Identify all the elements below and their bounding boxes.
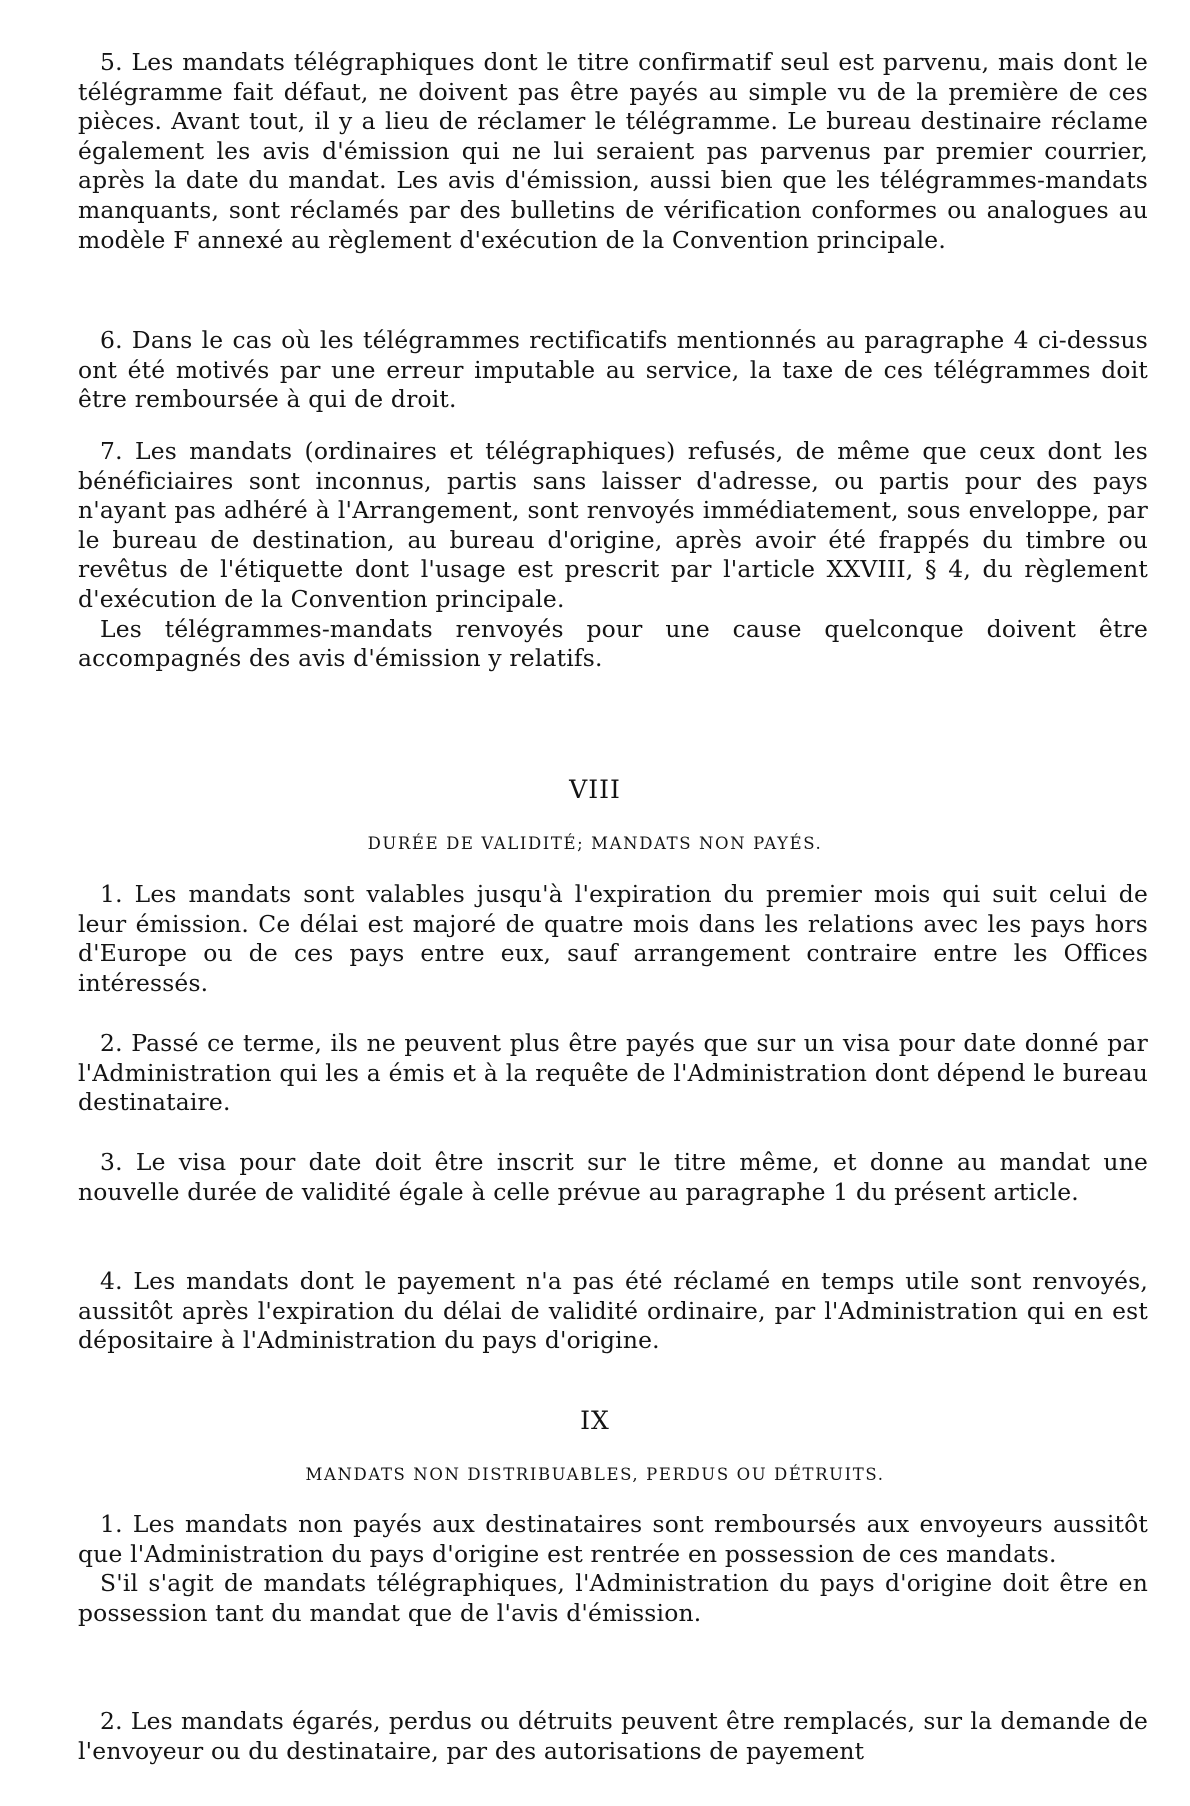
paragraph-6: 6. Dans le cas où les télégrammes rectificatifs mentionnés au paragraphe 4 ci-dessus ont été motivés par une erreur imputable au service, la taxe de ces télégrammes doit être remboursée à qui de droit. (78, 326, 1148, 414)
article-viii-p1 (78, 880, 1148, 998)
article-ix-p2 (78, 1707, 1148, 1766)
paragraph-ix-2: 2. Les mandats égarés, perdus ou détruits peuvent être remplacés, sur la demande de l'envoyeur ou du destinataire, par des autorisations de payement (78, 1707, 1148, 1765)
article-numeral-ix: IX (580, 1406, 610, 1435)
paragraph-viii-3: 3. Le visa pour date doit être inscrit sur le titre même, et donne au mandat une nouvelle durée de validité égale à celle prévue au paragraphe 1 du présent article. (78, 1148, 1148, 1206)
paragraph-viii-2: 2. Passé ce terme, ils ne peuvent plus être payés que sur un visa pour date donné par l'Administration qui les a émis et à la requête de l'Administration dont dépend le bureau destinataire. (78, 1029, 1148, 1117)
article-viii-p4 (78, 1267, 1148, 1356)
article-viii-p2 (78, 1029, 1148, 1118)
paragraph-7: 7. Les mandats (ordinaires et télégraphiques) refusés, de même que ceux dont les bénéficiaires sont inconnus, partis sans laisser d'adresse, ou partis pour des pays n'ayant pas adhéré à l'Arrangement, sont renvoyés immédiatement, sous enveloppe, par le bureau de destination, au bureau d'origine, après avoir été frappés du timbre ou revêtus de l'étiquette dont l'usage est prescrit par l'article XXVIII, § 4, du règlement d'exécution de la Convention principale. (78, 437, 1148, 613)
paragraph-viii-1: 1. Les mandats sont valables jusqu'à l'expiration du premier mois qui suit celui de leur émission. Ce délai est majoré de quatre mois dans les relations avec les pays hors d'Europe ou de ces pays entre eux, sauf arrangement contraire entre les Offices intéressés. (78, 880, 1148, 997)
paragraph-viii-4: 4. Les mandats dont le payement n'a pas été réclamé en temps utile sont renvoyés, aussitôt après l'expiration du délai de validité ordinaire, par l'Administration qui en est dépositaire à l'Administration du pays d'origine. (78, 1267, 1148, 1355)
article-viii-p3 (78, 1148, 1148, 1207)
paragraph-7-note: Les télégrammes-mandats renvoyés pour une cause quelconque doivent être accompagnés des avis d'émission y relatifs. (78, 614, 1148, 673)
article-title-viii: DURÉE DE VALIDITÉ; MANDATS NON PAYÉS. (367, 834, 823, 853)
section-continuation-p6 (78, 326, 1148, 415)
article-numeral-viii: VIII (569, 775, 621, 804)
section-continuation-p7 (78, 437, 1148, 674)
article-ix-p1 (78, 1510, 1148, 1628)
paragraph-5: 5. Les mandats télégraphiques dont le titre confirmatif seul est parvenu, mais dont le télégramme fait défaut, ne doivent pas être payés au simple vu de la première de ces pièces. Avant tout, il y a lieu de réclamer le télégramme. Le bureau destinaire réclame également les avis d'émission qui ne lui seraient pas parvenus par premier courrier, après la date du mandat. Les avis d'émission, aussi bien que les télégrammes-mandats manquants, sont réclamés par des bulletins de vérification conformes ou analogues au modèle F annexé au règlement d'exécution de la Convention principale. (78, 48, 1148, 254)
article-title-ix: MANDATS NON DISTRIBUABLES, PERDUS OU DÉTRUITS. (305, 1465, 885, 1484)
section-continuation (78, 48, 1148, 255)
paragraph-ix-1: 1. Les mandats non payés aux destinataires sont remboursés aux envoyeurs aussitôt que l'Administration du pays d'origine est rentrée en possession de ces mandats. (78, 1510, 1148, 1568)
paragraph-ix-1-note: S'il s'agit de mandats télégraphiques, l'Administration du pays d'origine doit être en possession tant du mandat que de l'avis d'émission. (78, 1569, 1148, 1627)
